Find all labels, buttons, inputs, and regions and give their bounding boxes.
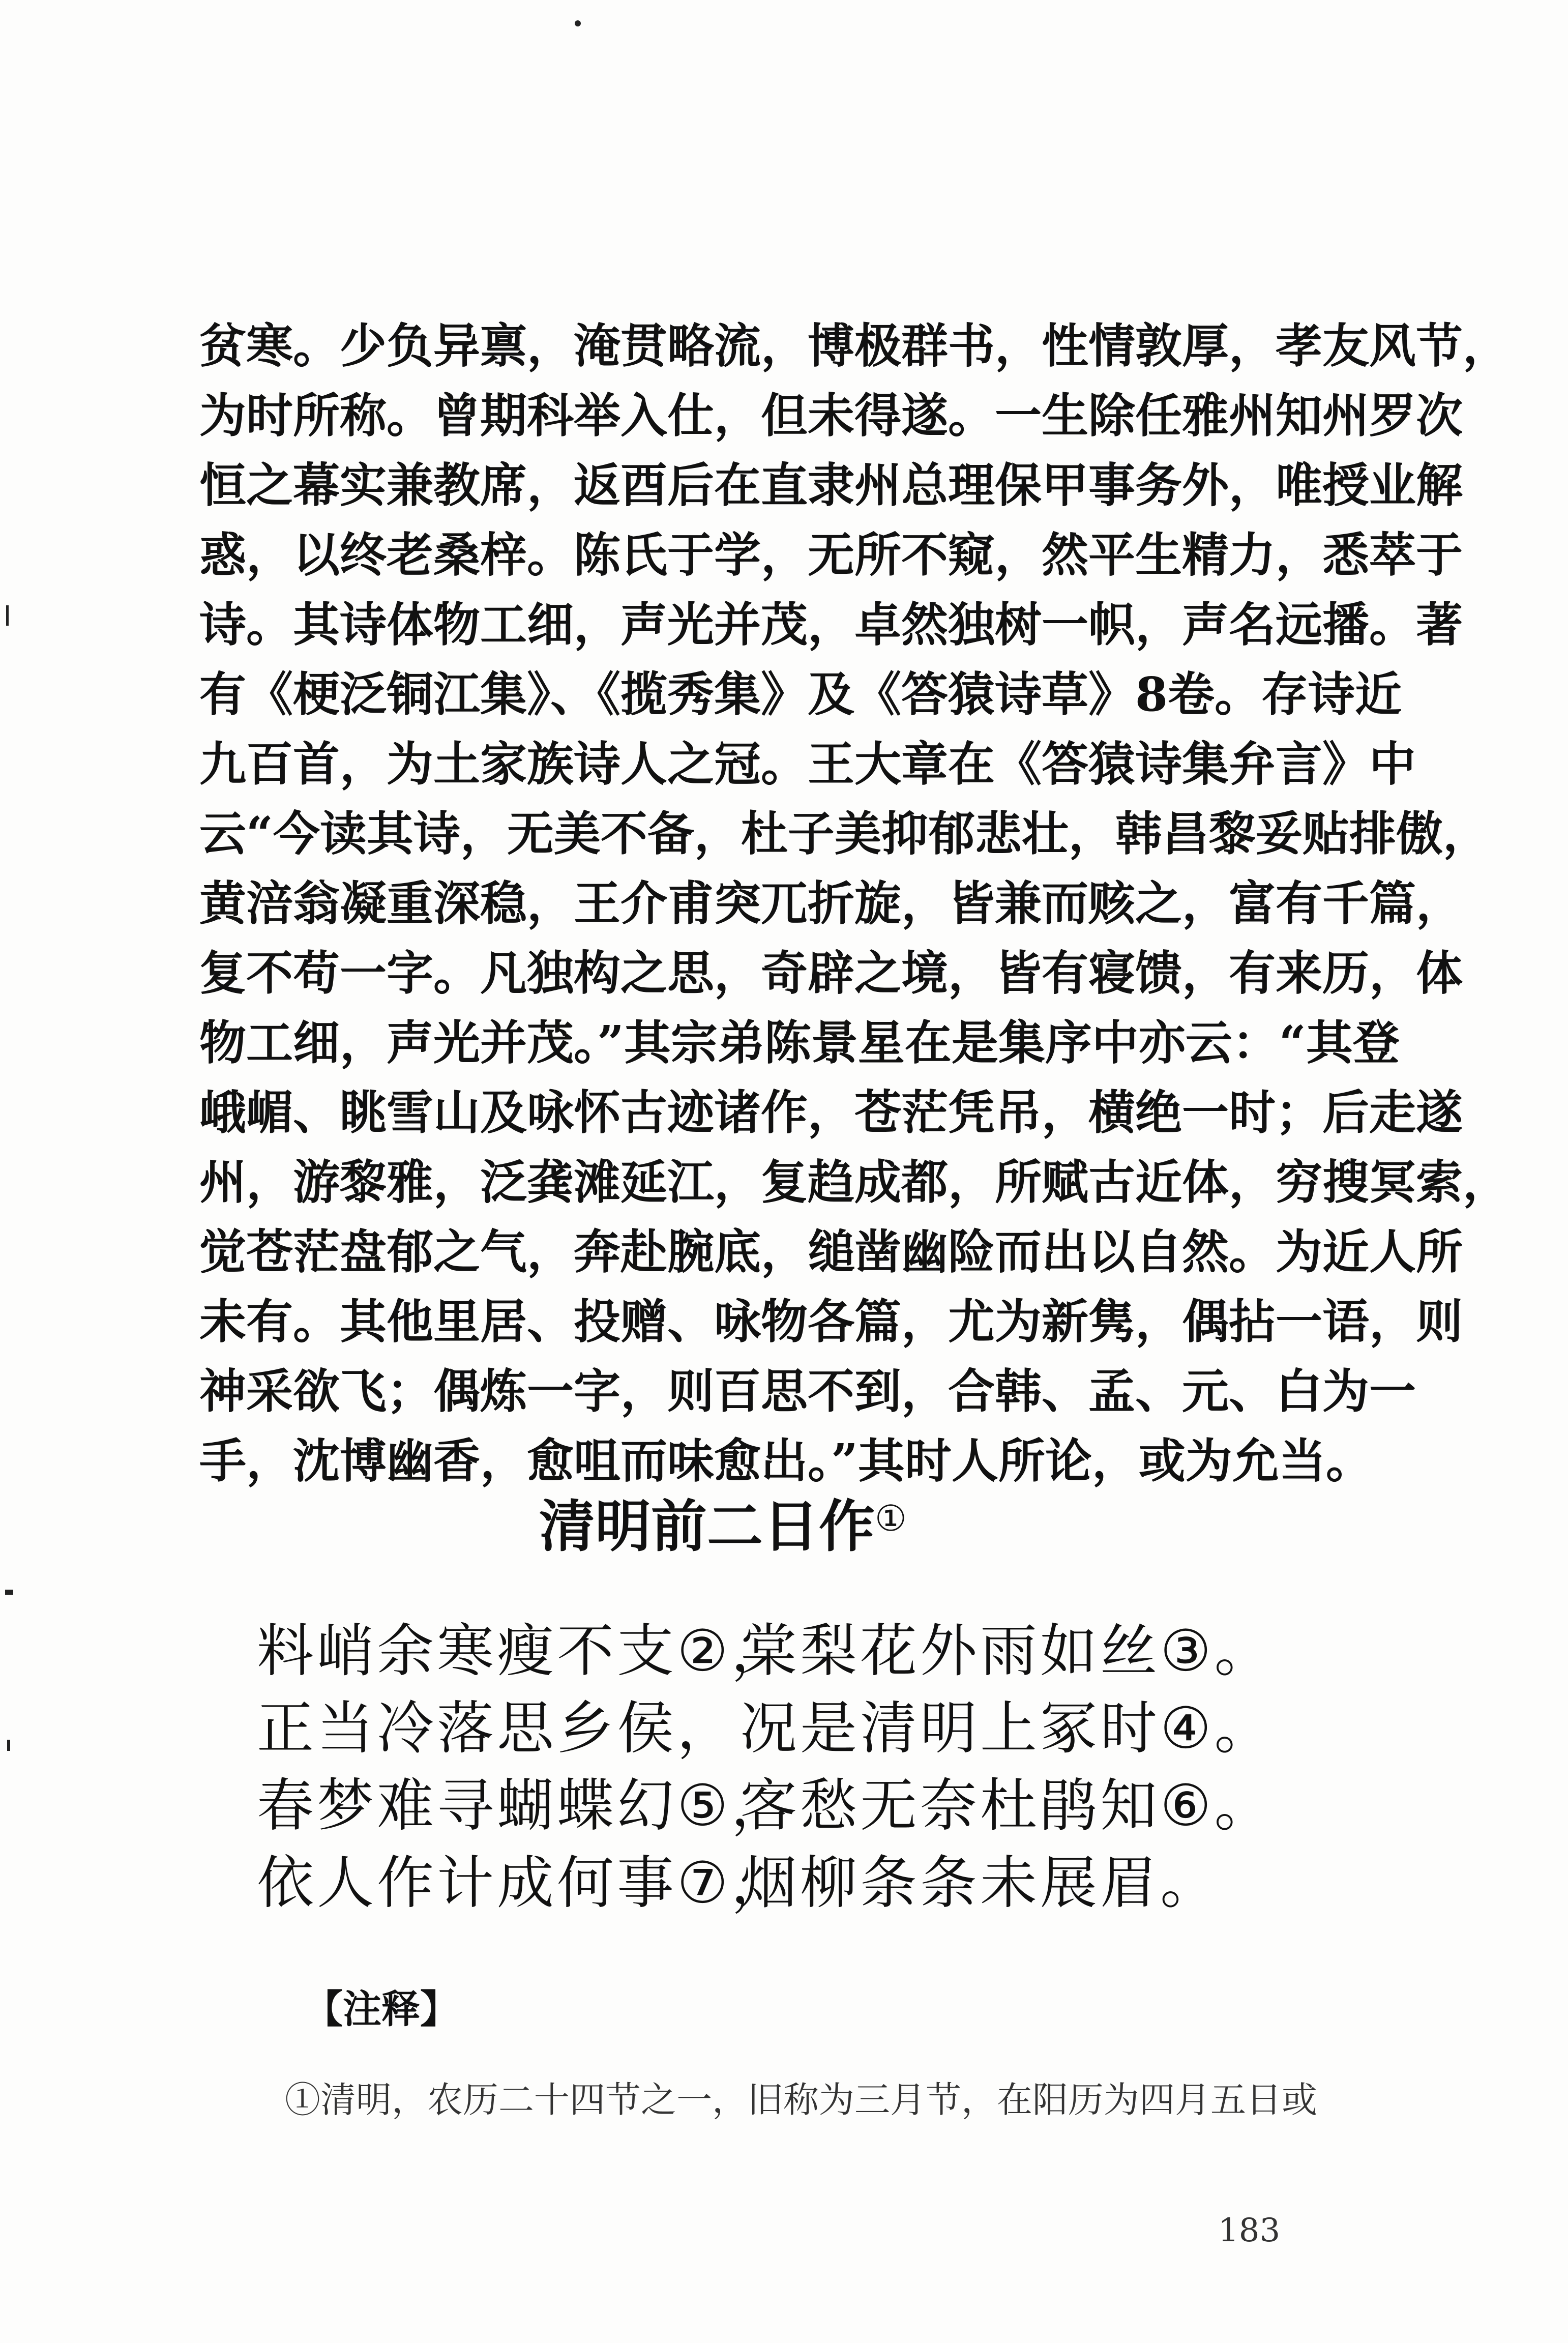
body-line: 有《梗泛铜江集》、《揽秀集》及《答猿诗草》8卷。存诗近	[199, 667, 1402, 722]
poem-line	[257, 1844, 1249, 1922]
poem-body	[257, 1613, 1275, 1922]
body-line: 惑，以终老桑梓。陈氏于学，无所不窥，然平生精力，悉萃于	[199, 528, 1463, 582]
body-line: 神采欲飞；偶炼一字，则百思不到，合韩、孟、元、白为一	[199, 1364, 1416, 1419]
body-line: 云“今读其诗，无美不备，杜子美抑郁悲壮，韩昌黎妥贴排傲，	[199, 806, 1490, 861]
poem-line-second-half: 客愁无奈杜鹃知⑥。	[740, 1773, 1275, 1839]
poem-line-second-half: 烟柳条条未展眉。	[740, 1850, 1220, 1916]
body-line: 九百首，为土家族诗人之冠。王大章在《答猿诗集弁言》中	[199, 737, 1416, 792]
body-line: 为时所称。曾期科举入仕，但未得遂。一生除任雅州知州罗次	[199, 388, 1463, 443]
body-line: 州，游黎雅，泛龚滩延江，复趋成都，所赋古近体，穷搜冥索，	[199, 1155, 1510, 1210]
poem-line-first-half: 料峭余寒瘦不支②，	[257, 1618, 791, 1684]
notes-header: 【注释】	[304, 1986, 459, 2032]
poem-line-second-half: 棠梨花外雨如丝③。	[740, 1618, 1275, 1684]
body-line: 物工细，声光并茂。”其宗弟陈景星在是集序中亦云：“其登	[199, 1015, 1400, 1070]
poem-title-text: 清明前二日作	[539, 1494, 875, 1559]
footnote-marker: ①	[875, 1498, 907, 1539]
poem-line	[257, 1767, 1275, 1844]
body-line: 恒之幕实兼教席，返酉后在直隶州总理保甲事务外，唯授业解	[199, 458, 1463, 513]
body-line: 觉苍茫盘郁之气，奔赴腕底，缒凿幽险而出以自然。为近人所	[199, 1224, 1463, 1279]
page-number: 183	[1218, 2212, 1281, 2249]
poem-line-first-half: 依人作计成何事⑦，	[257, 1850, 791, 1916]
poem-line-first-half: 正当冷落思乡侯，	[257, 1695, 737, 1762]
poem-line	[257, 1690, 1275, 1767]
scan-mark	[7, 1740, 10, 1751]
body-line: 黄涪翁凝重深稳，王介甫突兀折旋，皆兼而赅之，富有千篇，	[199, 876, 1463, 931]
scan-speck	[575, 20, 581, 26]
body-line: 贫寒。少负异禀，淹贯略流，博极群书，性情敦厚，孝友风节，	[199, 318, 1510, 373]
scan-mark	[6, 605, 9, 626]
poem-line-first-half: 春梦难寻蝴蝶幻⑤，	[257, 1773, 791, 1839]
body-line: 诗。其诗体物工细，声光并茂，卓然独树一帜，声名远播。著	[199, 597, 1463, 652]
scan-mark	[5, 1590, 13, 1595]
poem-line	[257, 1613, 1275, 1690]
poem-line-second-half: 况是清明上冢时④。	[740, 1695, 1275, 1762]
body-line: 峨嵋、眺雪山及咏怀古迹诸作，苍茫凭吊，横绝一时；后走遂	[199, 1085, 1463, 1140]
body-line: 未有。其他里居、投赠、咏物各篇，尤为新隽，偶拈一语，则	[199, 1294, 1463, 1349]
poem-title	[539, 1483, 907, 1562]
body-line: 手，沈博幽香，愈咀而味愈出。”其时人所论，或为允当。	[199, 1433, 1373, 1488]
body-line: 复不苟一字。凡独构之思，奇辟之境，皆有寝馈，有来历，体	[199, 946, 1463, 1001]
note-line: ①清明，农历二十四节之一，旧称为三月节，在阳历为四月五日或	[285, 2079, 1317, 2121]
body-paragraph	[199, 311, 1510, 1496]
